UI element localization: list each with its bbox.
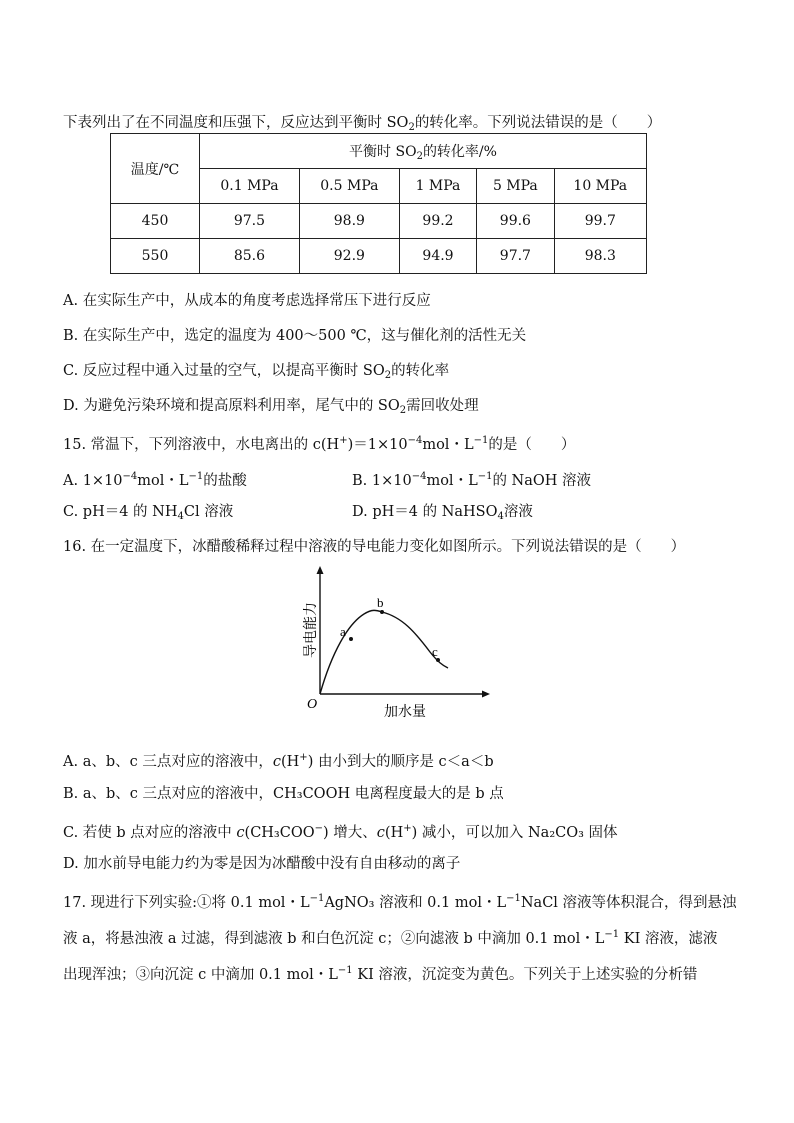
value-cell: 94.9 [399, 239, 476, 274]
q16-stem: 16. 在一定温度下，冰醋酸稀释过程中溶液的导电能力变化如图所示。下列说法错误的是（ ） [63, 539, 686, 555]
value-cell: 85.6 [200, 239, 300, 274]
value-cell: 98.9 [299, 204, 399, 239]
q14-stem: 下表列出了在不同温度和压强下，反应达到平衡时 $SO_2$的转化率。下列说法错误的是（ ） [63, 115, 662, 133]
value-cell: 98.3 [554, 239, 646, 274]
q16-option-d: D. 加水前导电能力约为零是因为冰醋酸中没有自由移动的离子 [63, 856, 461, 872]
q14-option-d: D. 为避免污染环境和提高原料利用率，尾气中的 $SO_2$需回收处理 [63, 398, 479, 416]
q14-option-b: B. 在实际生产中，选定的温度为 400～500 ℃，这与催化剂的活性无关 [63, 328, 527, 344]
point-b-marker [380, 610, 384, 614]
value-cell: 97.7 [477, 239, 554, 274]
conductivity-curve [320, 610, 448, 694]
point-c-label: c [432, 644, 438, 659]
q15-option-b: B. $1\times 10^{-4}mol$・$L^{-1}$的 NaOH 溶液 [352, 471, 592, 489]
point-b-label: b [377, 595, 384, 610]
value-cell: 92.9 [299, 239, 399, 274]
table-row [111, 204, 647, 239]
pressure-header: 10 MPa [554, 169, 646, 204]
point-a-label: a [340, 624, 346, 639]
q14-option-a: A. 在实际生产中，从成本的角度考虑选择常压下进行反应 [63, 293, 431, 309]
q17-line-1: 17. 现进行下列实验:①将 0.1 mol・$L^{-1}AgNO_3$ 溶液和 0.1 mol・$L^{-1}NaCl$ 溶液等体积混合，得到悬浊 [63, 893, 737, 911]
temp-header: 温度/℃ [111, 134, 200, 204]
q16-option-a: A. a、b、c 三点对应的溶液中，c(H+) 由小到大的顺序是 c＜a＜b [63, 752, 494, 770]
y-axis-label: 导电能力 [303, 602, 319, 658]
value-cell: 99.7 [554, 204, 646, 239]
x-axis-label: 加水量 [384, 704, 426, 720]
pressure-header: 0.5 MPa [299, 169, 399, 204]
table-row [111, 239, 647, 274]
pressure-header: 1 MPa [399, 169, 476, 204]
temp-cell: 450 [111, 204, 200, 239]
conversion-table [110, 133, 647, 274]
q15-stem: 15. 常温下，下列溶液中，水电离出的 $c(H^+)=1\times 10^{-4}mol$・$L^{-1}$的是（ ） [63, 435, 576, 453]
q16-option-c: C. 若使 b 点对应的溶液中 c(CH₃COO−) 增大、c(H+) 减小，可以加入 Na₂CO₃ 固体 [63, 823, 618, 841]
group-header: 平衡时 $SO_2$的转化率/% [200, 134, 647, 169]
q15-option-c: C. pH＝4 的 $NH_4Cl$ 溶液 [63, 504, 234, 522]
q17-line-3: 出现浑浊；③向沉淀 c 中滴加 0.1 mol・$L^{-1}$ KI 溶液，沉淀变为黄色。下列关于上述实验的分析错 [63, 965, 698, 983]
pressure-header: 0.1 MPa [200, 169, 300, 204]
temp-cell: 550 [111, 239, 200, 274]
q15-option-a: A. $1\times 10^{-4}mol$・$L^{-1}$的盐酸 [63, 471, 247, 489]
q15-option-d: D. pH＝4 的 NaHSO$_4$溶液 [352, 504, 533, 522]
value-cell: 99.2 [399, 204, 476, 239]
q17-line-2: 液 a，将悬浊液 a 过滤，得到滤液 b 和白色沉淀 c；②向滤液 b 中滴加 0.1 mol・$L^{-1}$ KI 溶液，滤液 [63, 929, 718, 947]
x-axis-arrow [482, 691, 490, 698]
q16-option-b: B. a、b、c 三点对应的溶液中，CH₃COOH 电离程度最大的是 b 点 [63, 786, 504, 802]
value-cell: 97.5 [200, 204, 300, 239]
origin-label: O [307, 697, 318, 712]
conductivity-graph [280, 562, 510, 722]
point-a-marker [349, 637, 353, 641]
value-cell: 99.6 [477, 204, 554, 239]
y-axis-arrow [317, 566, 324, 574]
pressure-header: 5 MPa [477, 169, 554, 204]
q14-option-c: C. 反应过程中通入过量的空气，以提高平衡时 $SO_2$的转化率 [63, 363, 450, 381]
